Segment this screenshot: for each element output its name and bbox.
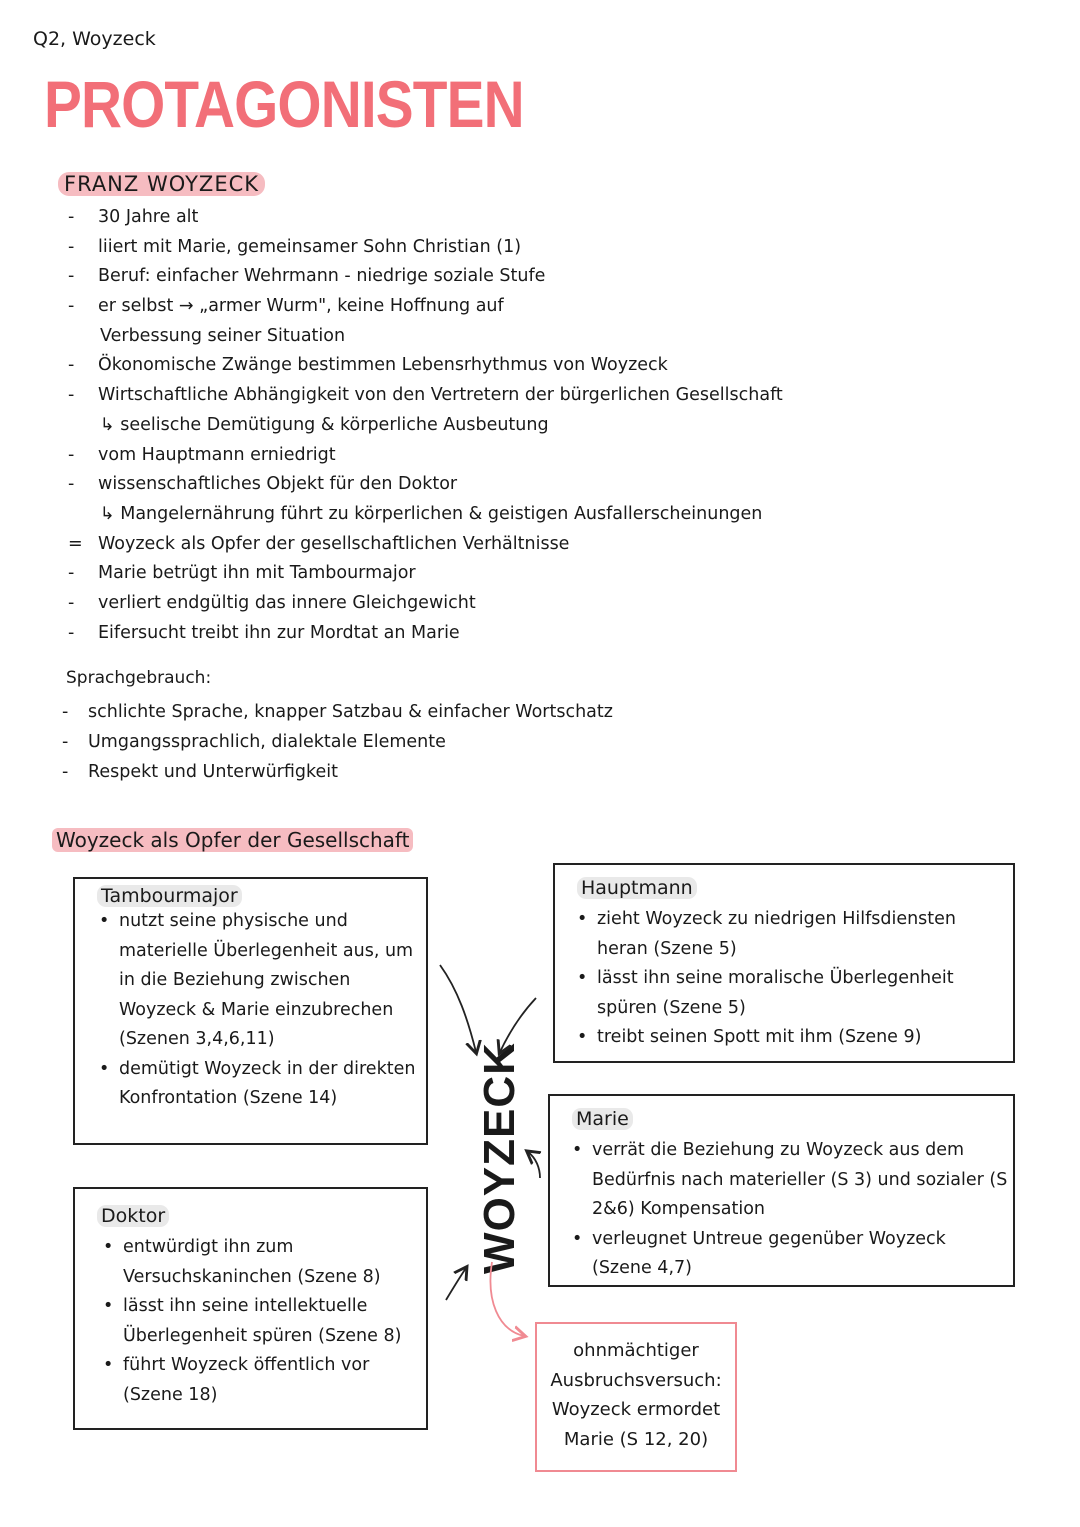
box-title: Marie	[572, 1108, 633, 1130]
list-item: - Marie betrügt ihn mit Tambourmajor	[68, 563, 416, 584]
box-title: Doktor	[97, 1205, 169, 1227]
section-heading-text: FRANZ WOYZECK	[58, 172, 265, 196]
language-heading: Sprachgebrauch:	[66, 668, 212, 688]
list-item: - verliert endgültig das innere Gleichgewicht	[68, 592, 476, 613]
list-item: - Respekt und Unterwürfigkeit	[62, 762, 338, 782]
box-title: Tambourmajor	[97, 885, 242, 907]
list-item: - vom Hauptmann erniedrigt	[68, 444, 336, 465]
woyzeck-center-label: WOYZECK	[475, 1042, 524, 1274]
list-item: • lässt ihn seine intellektuelle Überlegenheit spüren (Szene 8)	[103, 1296, 402, 1346]
box-title: Hauptmann	[577, 877, 697, 899]
list-item: - er selbst → „armer Wurm", keine Hoffnung auf	[68, 296, 504, 317]
list-item: • demütigt Woyzeck in der direkten Konfrontation (Szene 14)	[99, 1058, 416, 1108]
box-text: ohnmächtiger Ausbruchsversuch: Woyzeck ermordet Marie (S 12, 20)	[550, 1340, 722, 1450]
course-label: Q2, Woyzeck	[33, 28, 156, 50]
list-item: • verleugnet Untreue gegenüber Woyzeck (Szene 4,7)	[572, 1228, 946, 1278]
page-title: PROTAGONISTEN	[44, 67, 524, 141]
list-item: • nutzt seine physische und materielle Überlegenheit aus, um in die Beziehung zwischen Woyzeck & Marie einzubrechen (Szenen 3,4,6,11)	[99, 911, 414, 1049]
list-item: • führt Woyzeck öffentlich vor (Szene 18)	[103, 1355, 370, 1405]
list-item: - Eifersucht treibt ihn zur Mordtat an Marie	[68, 622, 460, 643]
list-item-conclusion: = Woyzeck als Opfer der gesellschaftlichen Verhältnisse	[68, 533, 570, 554]
list-item: - schlichte Sprache, knapper Satzbau & einfacher Wortschatz	[62, 702, 613, 722]
list-item: - Ökonomische Zwänge bestimmen Lebensrhythmus von Woyzeck	[68, 355, 668, 376]
list-item: - Beruf: einfacher Wehrmann - niedrige soziale Stufe	[68, 266, 546, 287]
list-item-continuation: Verbessung seiner Situation	[100, 325, 346, 346]
list-subitem: ↳ seelische Demütigung & körperliche Ausbeutung	[100, 414, 549, 435]
list-item: • entwürdigt ihn zum Versuchskaninchen (Szene 8)	[103, 1237, 381, 1287]
list-item: - wissenschaftliches Objekt für den Doktor	[68, 474, 458, 495]
list-item: - liiert mit Marie, gemeinsamer Sohn Christian (1)	[68, 236, 522, 257]
list-item: - Wirtschaftliche Abhängigkeit von den Vertretern der bürgerlichen Gesellschaft	[68, 385, 783, 406]
arrow-from-tambourmajor	[440, 965, 476, 1052]
list-subitem: ↳ Mangelernährung führt zu körperlichen & geistigen Ausfallerscheinungen	[100, 503, 763, 524]
diagram-heading-text: Woyzeck als Opfer der Gesellschaft	[52, 828, 413, 852]
arrow-from-marie	[528, 1152, 540, 1178]
arrow-from-doktor	[446, 1268, 466, 1300]
arrow-from-hauptmann	[500, 998, 536, 1052]
list-item: • verrät die Beziehung zu Woyzeck aus dem Bedürfnis nach materieller (S 3) und sozialer (S 2&6) Kompensation	[572, 1140, 1008, 1219]
list-item: • treibt seinen Spott mit ihm (Szene 9)	[577, 1027, 922, 1047]
arrow-to-ausbruch	[490, 1262, 524, 1336]
list-item: • zieht Woyzeck zu niedrigen Hilfsdiensten heran (Szene 5)	[577, 909, 957, 959]
list-item: • lässt ihn seine moralische Überlegenheit spüren (Szene 5)	[577, 968, 954, 1018]
list-item: - Umgangssprachlich, dialektale Elemente	[62, 732, 446, 752]
list-item: - 30 Jahre alt	[68, 207, 199, 227]
